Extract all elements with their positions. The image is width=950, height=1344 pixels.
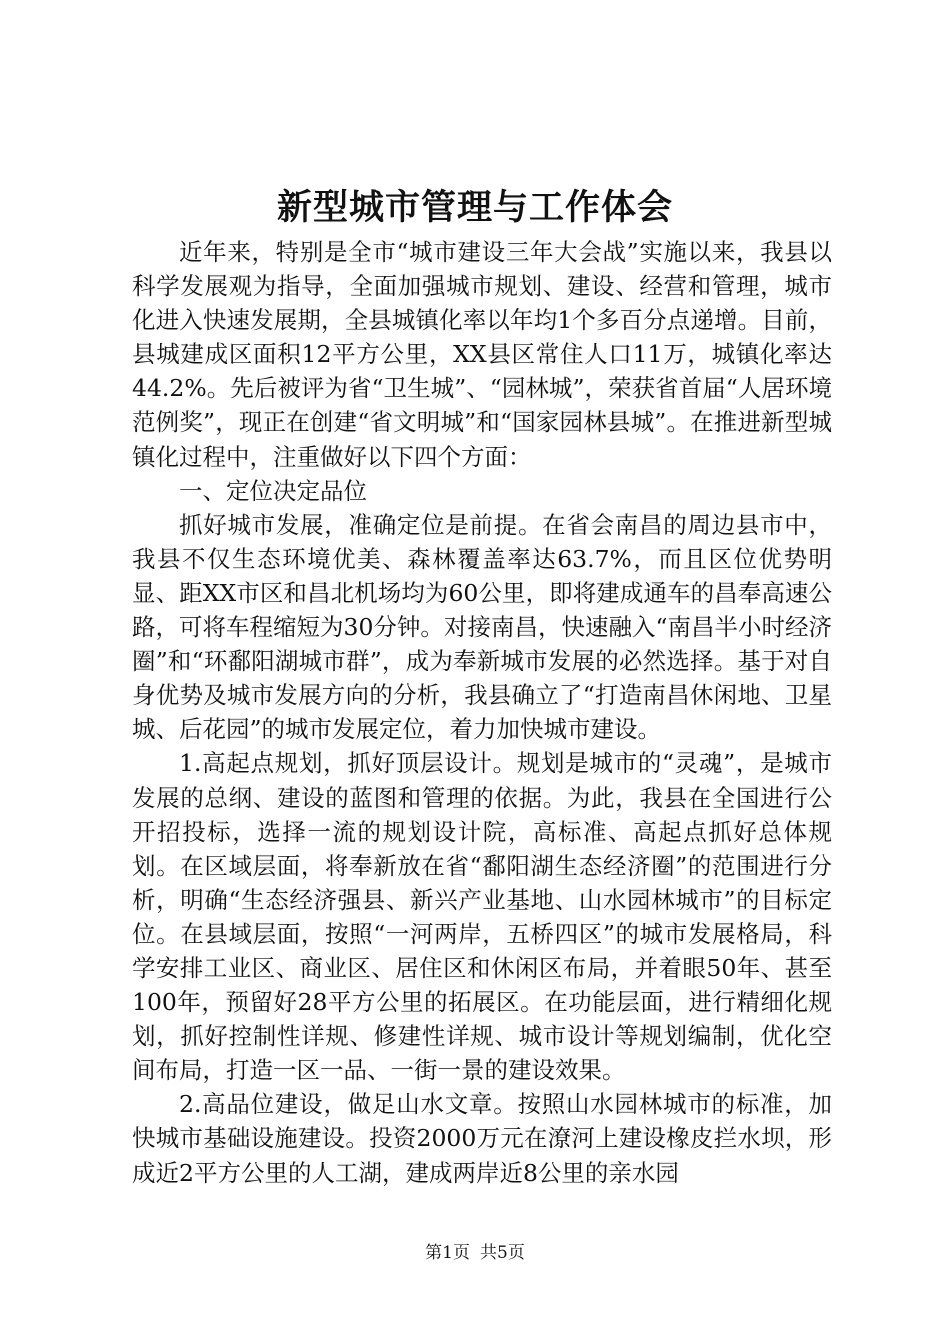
page-number: 第1页: [425, 1243, 470, 1263]
section-heading-1: 一、定位决定品位: [179, 476, 367, 505]
document-title: 新型城市管理与工作体会: [276, 187, 673, 228]
paragraph-positioning: 抓好城市发展，准确定位是前提。在省会南昌的周边县市中，我县不仅生态环境优美、森林覆盖率达63.7%，而且区位优势明显、距XX市区和昌北机场均为60公里，即将建成通车的昌奉高速公路，可将车程缩短为30分钟。对接南昌，快速融入“南昌半小时经济圈”和“环鄱阳湖城市群”，成为奉新城市发展的必然选择。基于对自身优势及城市发展方向的分析，我县确立了“打造南昌休闲地、卫星城、后花园”的城市发展定位，着力加快城市建设。: [132, 510, 832, 744]
paragraph-planning: 1.高起点规划，抓好顶层设计。规划是城市的“灵魂”，是城市发展的总纲、建设的蓝图和管理的依据。为此，我县在全国进行公开招投标，选择一流的规划设计院，高标准、高起点抓好总体规划。在区域层面，将奉新放在省“鄱阳湖生态经济圈”的范围进行分析，明确“生态经济强县、新兴产业基地、山水园林城市”的目标定位。在县域层面，按照“一河两岸，五桥四区”的城市发展格局，科学安排工业区、商业区、居住区和休闲区布局，并着眼50年、甚至100年，预留好28平方公里的拓展区。在功能层面，进行精细化规划，抓好控制性详规、修建性详规、城市设计等规划编制，优化空间布局，打造一区一品、一街一景的建设效果。: [132, 749, 832, 1085]
page-total: 共5页: [480, 1243, 525, 1263]
paragraph-construction: 2.高品位建设，做足山水文章。按照山水园林城市的标准，加快城市基础设施建设。投资2000万元在潦河上建设橡皮拦水坝，形成近2平方公里的人工湖，建成两岸近8公里的亲水园: [132, 1090, 832, 1187]
document-body: [132, 235, 832, 1190]
page-footer: [0, 1240, 950, 1266]
paragraph-intro: 近年来，特别是全市“城市建设三年大会战”实施以来，我县以科学发展观为指导，全面加强城市规划、建设、经营和管理，城市化进入快速发展期，全县城镇化率以年均1个多百分点递增。目前，县城建成区面积12平方公里，XX县区常住人口11万，城镇化率达44.2%。先后被评为省“卫生城”、“园林城”，荣获省首届“人居环境范例奖”，现正在创建“省文明城”和“国家园林县城”。在推进新型城镇化过程中，注重做好以下四个方面：: [132, 238, 832, 471]
